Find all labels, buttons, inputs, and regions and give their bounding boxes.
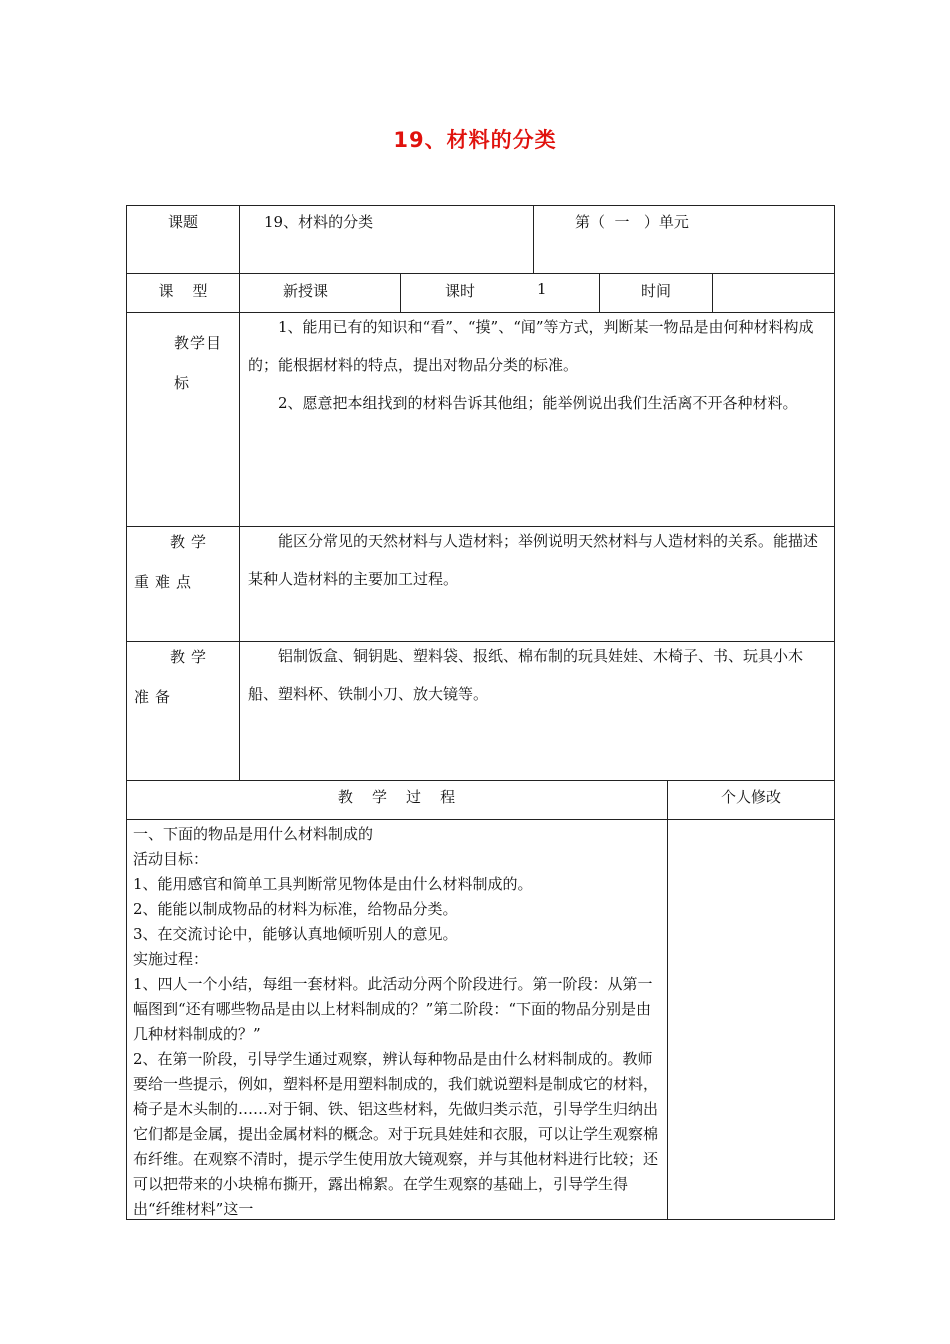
- key-points-label-text: 教学重难点: [134, 533, 213, 591]
- preparation-label: [134, 637, 232, 717]
- hours-label: 课时: [444, 282, 475, 300]
- process-line: 1、能用感官和简单工具判断常见物体是由什么材料制成的。: [133, 875, 533, 893]
- topic-label: 课题: [167, 213, 198, 231]
- process-label: 教 学 过 程: [337, 788, 456, 806]
- revision-label: 个人修改: [720, 788, 781, 806]
- topic-value: 19、材料的分类: [264, 213, 374, 231]
- hours-value: 1: [537, 280, 547, 298]
- process-line: 2、在第一阶段，引导学生通过观察，辨认每种物品是由什么材料制成的。教师要给一些提示，例如，塑料杯是用塑料制成的，我们就说塑料是制成它的材料，椅子是木头制的……对于铜、铁、铝这些材料，先做归类示范，引导学生归纳出它们都是金属，提出金属材料的概念。对于玩具娃娃和衣服，可以让学生观察棉布纤维。在观察不清时，提示学生使用放大镜观察，并与其他材料进行比较；还可以把带来的小块棉布撕开，露出棉絮。在学生观察的基础上，引导学生得出“纤维材料”这一: [133, 1050, 659, 1218]
- time-label: 时间: [640, 282, 671, 300]
- process-line: 实施过程：: [133, 950, 209, 968]
- objective-item: 2、愿意把本组找到的材料告诉其他组；能举例说出我们生活离不开各种材料。: [278, 394, 798, 412]
- type-label: 课 型: [158, 282, 208, 300]
- page-title: 19、材料的分类: [393, 128, 557, 152]
- objectives-content: [248, 308, 826, 422]
- process-line: 一、下面的物品是用什么材料制成的: [133, 825, 374, 843]
- process-line: 3、在交流讨论中，能够认真地倾听别人的意见。: [133, 925, 458, 943]
- preparation-text: 铝制饭盒、铜钥匙、塑料袋、报纸、棉布制的玩具娃娃、木椅子、书、玩具小木船、塑料杯、铁制小刀、放大镜等。: [248, 647, 804, 703]
- key-points-content: [248, 522, 826, 598]
- preparation-label-text: 教学准备: [134, 648, 213, 706]
- objective-item: 1、能用已有的知识和“看”、“摸”、“闻”等方式，判断某一物品是由何种材料构成的；能根据材料的特点，提出对物品分类的标准。: [248, 318, 814, 374]
- process-line: 1、四人一个小结，每组一套材料。此活动分两个阶段进行。第一阶段：从第一幅图到“还有哪些物品是由以上材料制成的？”第二阶段：“下面的物品分别是由几种材料制成的？”: [133, 975, 653, 1043]
- objectives-label: [174, 323, 230, 403]
- key-points-text: 能区分常见的天然材料与人造材料；举例说明天然材料与人造材料的关系。能描述某种人造材料的主要加工过程。: [248, 532, 819, 588]
- type-value: 新授课: [283, 282, 329, 300]
- key-points-label: [134, 522, 232, 602]
- process-line: 活动目标：: [133, 850, 209, 868]
- revision-column: [668, 820, 834, 1219]
- unit-text: 第（ 一 ）单元: [575, 213, 689, 231]
- process-line: 2、能能以制成物品的材料为标准，给物品分类。: [133, 900, 458, 918]
- process-content: [133, 822, 661, 1218]
- preparation-content: [248, 637, 826, 713]
- objectives-label-text: 教学目标: [174, 334, 223, 392]
